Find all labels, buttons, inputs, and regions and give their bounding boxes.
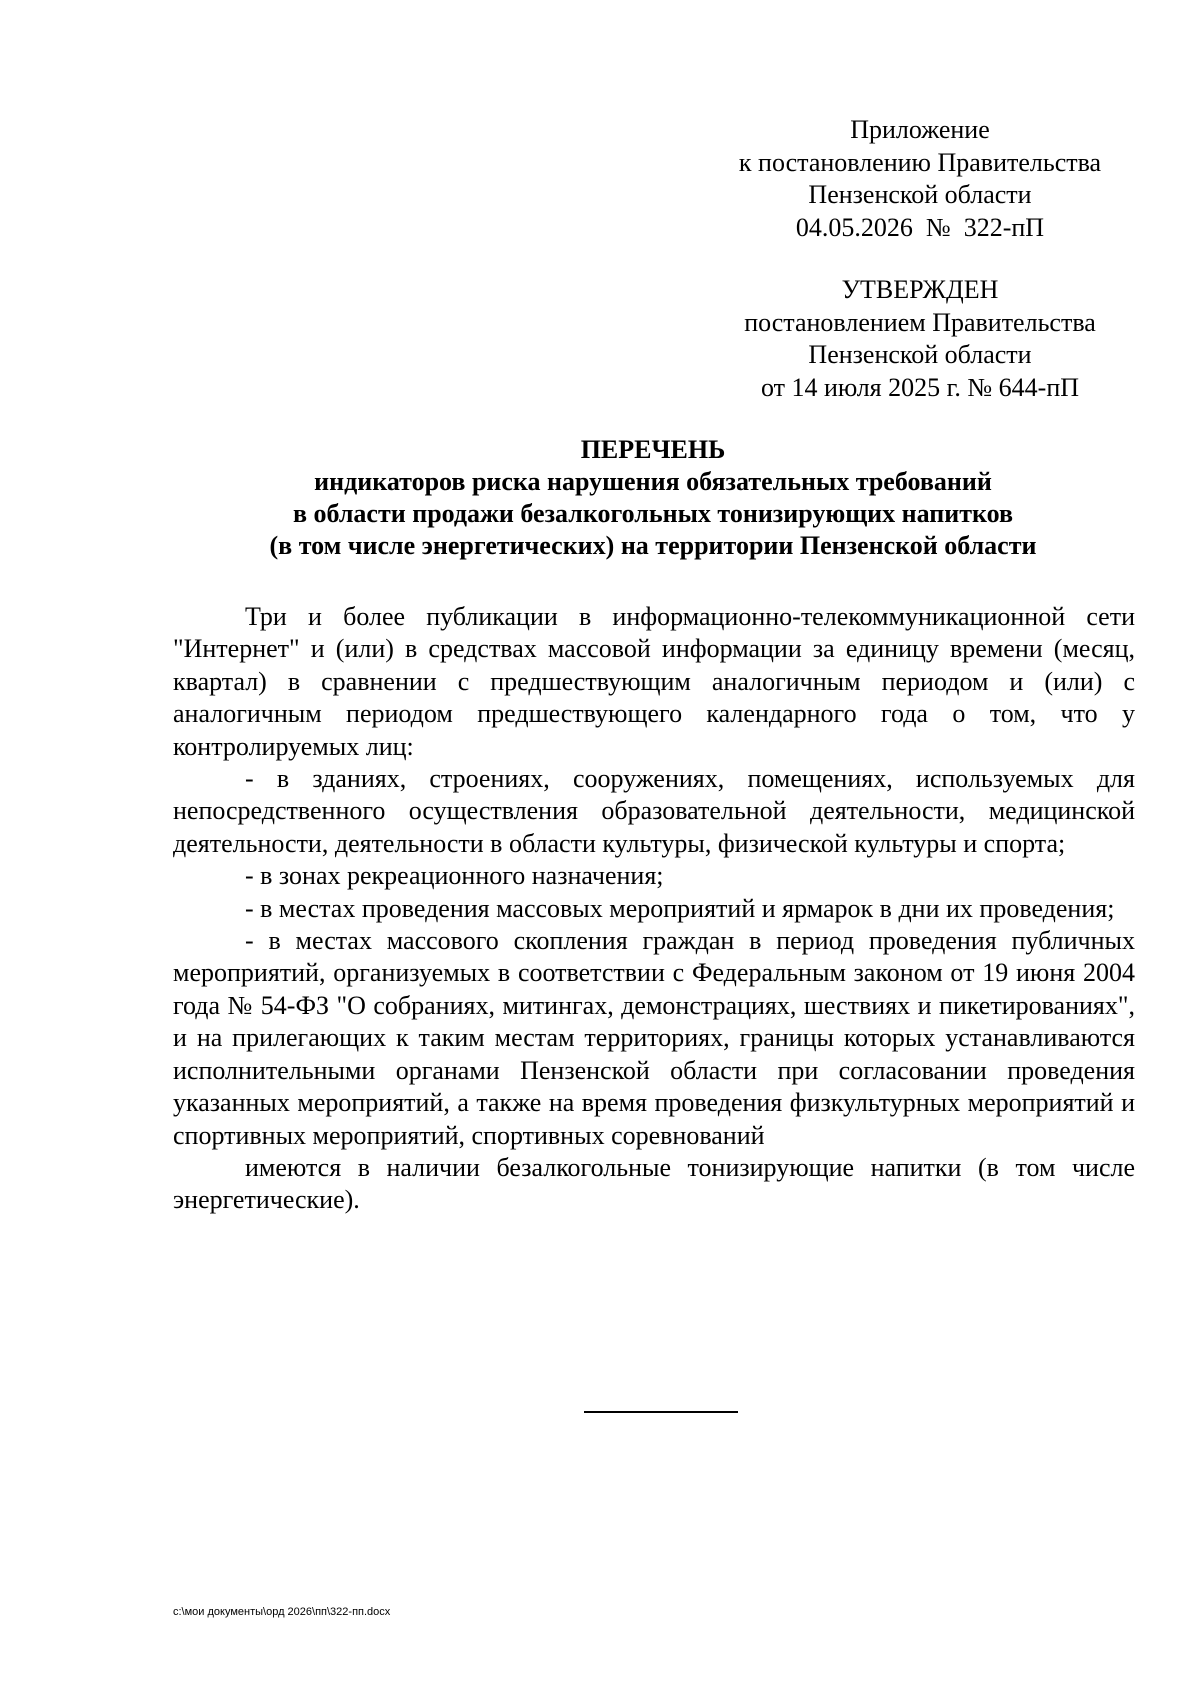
approval-region: Пензенской области [808, 340, 1032, 369]
approval-label: УТВЕРЖДЕН [841, 275, 999, 304]
list-item-public-gatherings: - в местах массового скопления граждан в период проведения публичных мероприятий, организуемых в соответствии с Федеральным законом от 19 июня 2004 года № 54-ФЗ "О собраниях, митингах, демонстрациях, шествиях и пикетированиях", и на прилегающих к таким местам территориях, границы которых устанавливаются исполнительными органами Пензенской области при согласовании проведения указанных мероприятий, а также на время проведения физкультурных мероприятий и спортивных мероприятий, спортивных соревнований [173, 926, 1135, 1150]
title-heading: ПЕРЕЧЕНЬ [580, 435, 726, 464]
annex-region: Пензенской области [808, 180, 1032, 209]
conclusion-paragraph: имеются в наличии безалкогольные тонизирующие напитки (в том числе энергетические). [173, 1152, 1135, 1215]
annex-header [680, 114, 1160, 244]
annex-label: Приложение [850, 115, 990, 144]
file-path-footer: c:\мои документы\орд 2026\пп\322-пп.docx [173, 1606, 391, 1618]
approval-header [680, 274, 1160, 404]
list-item-mass-events: - в местах проведения массовых мероприятий и ярмарок в дни их проведения; [245, 893, 1115, 923]
approval-resolution-ref: постановлением Правительства [744, 307, 1096, 337]
intro-paragraph: Три и более публикации в информационно-телекоммуникационной сети "Интернет" и (или) в средствах массовой информации за единицу времени (месяц, квартал) в сравнении с предшествующим аналогичным периодом и (или) с аналогичным периодом предшествующего календарного года о том, что у контролируемых лиц: [173, 602, 1135, 761]
document-body [173, 601, 1135, 1217]
title-subtitle-line-2: в области продажи безалкогольных тонизирующих напитков [292, 499, 1014, 528]
annex-resolution-ref: к постановлению Правительства [738, 147, 1102, 177]
title-subtitle-line-3: (в том числе энергетических) на территории Пензенской области [269, 531, 1037, 560]
approval-date-number: от 14 июля 2025 г. № 644-пП [760, 372, 1080, 402]
list-item-buildings: - в зданиях, строениях, сооружениях, помещениях, используемых для непосредственного осуществления образовательной деятельности, медицинской деятельности, деятельности в области культуры, физической культуры и спорта; [173, 764, 1135, 858]
annex-date-number: 04.05.2026 № 322-пП [795, 212, 1045, 242]
title-subtitle-line-1: индикаторов риска нарушения обязательных требований [314, 467, 992, 496]
closing-separator-line [584, 1411, 738, 1413]
document-title [173, 434, 1133, 562]
list-item-recreation-zones: - в зонах рекреационного назначения; [245, 861, 664, 891]
